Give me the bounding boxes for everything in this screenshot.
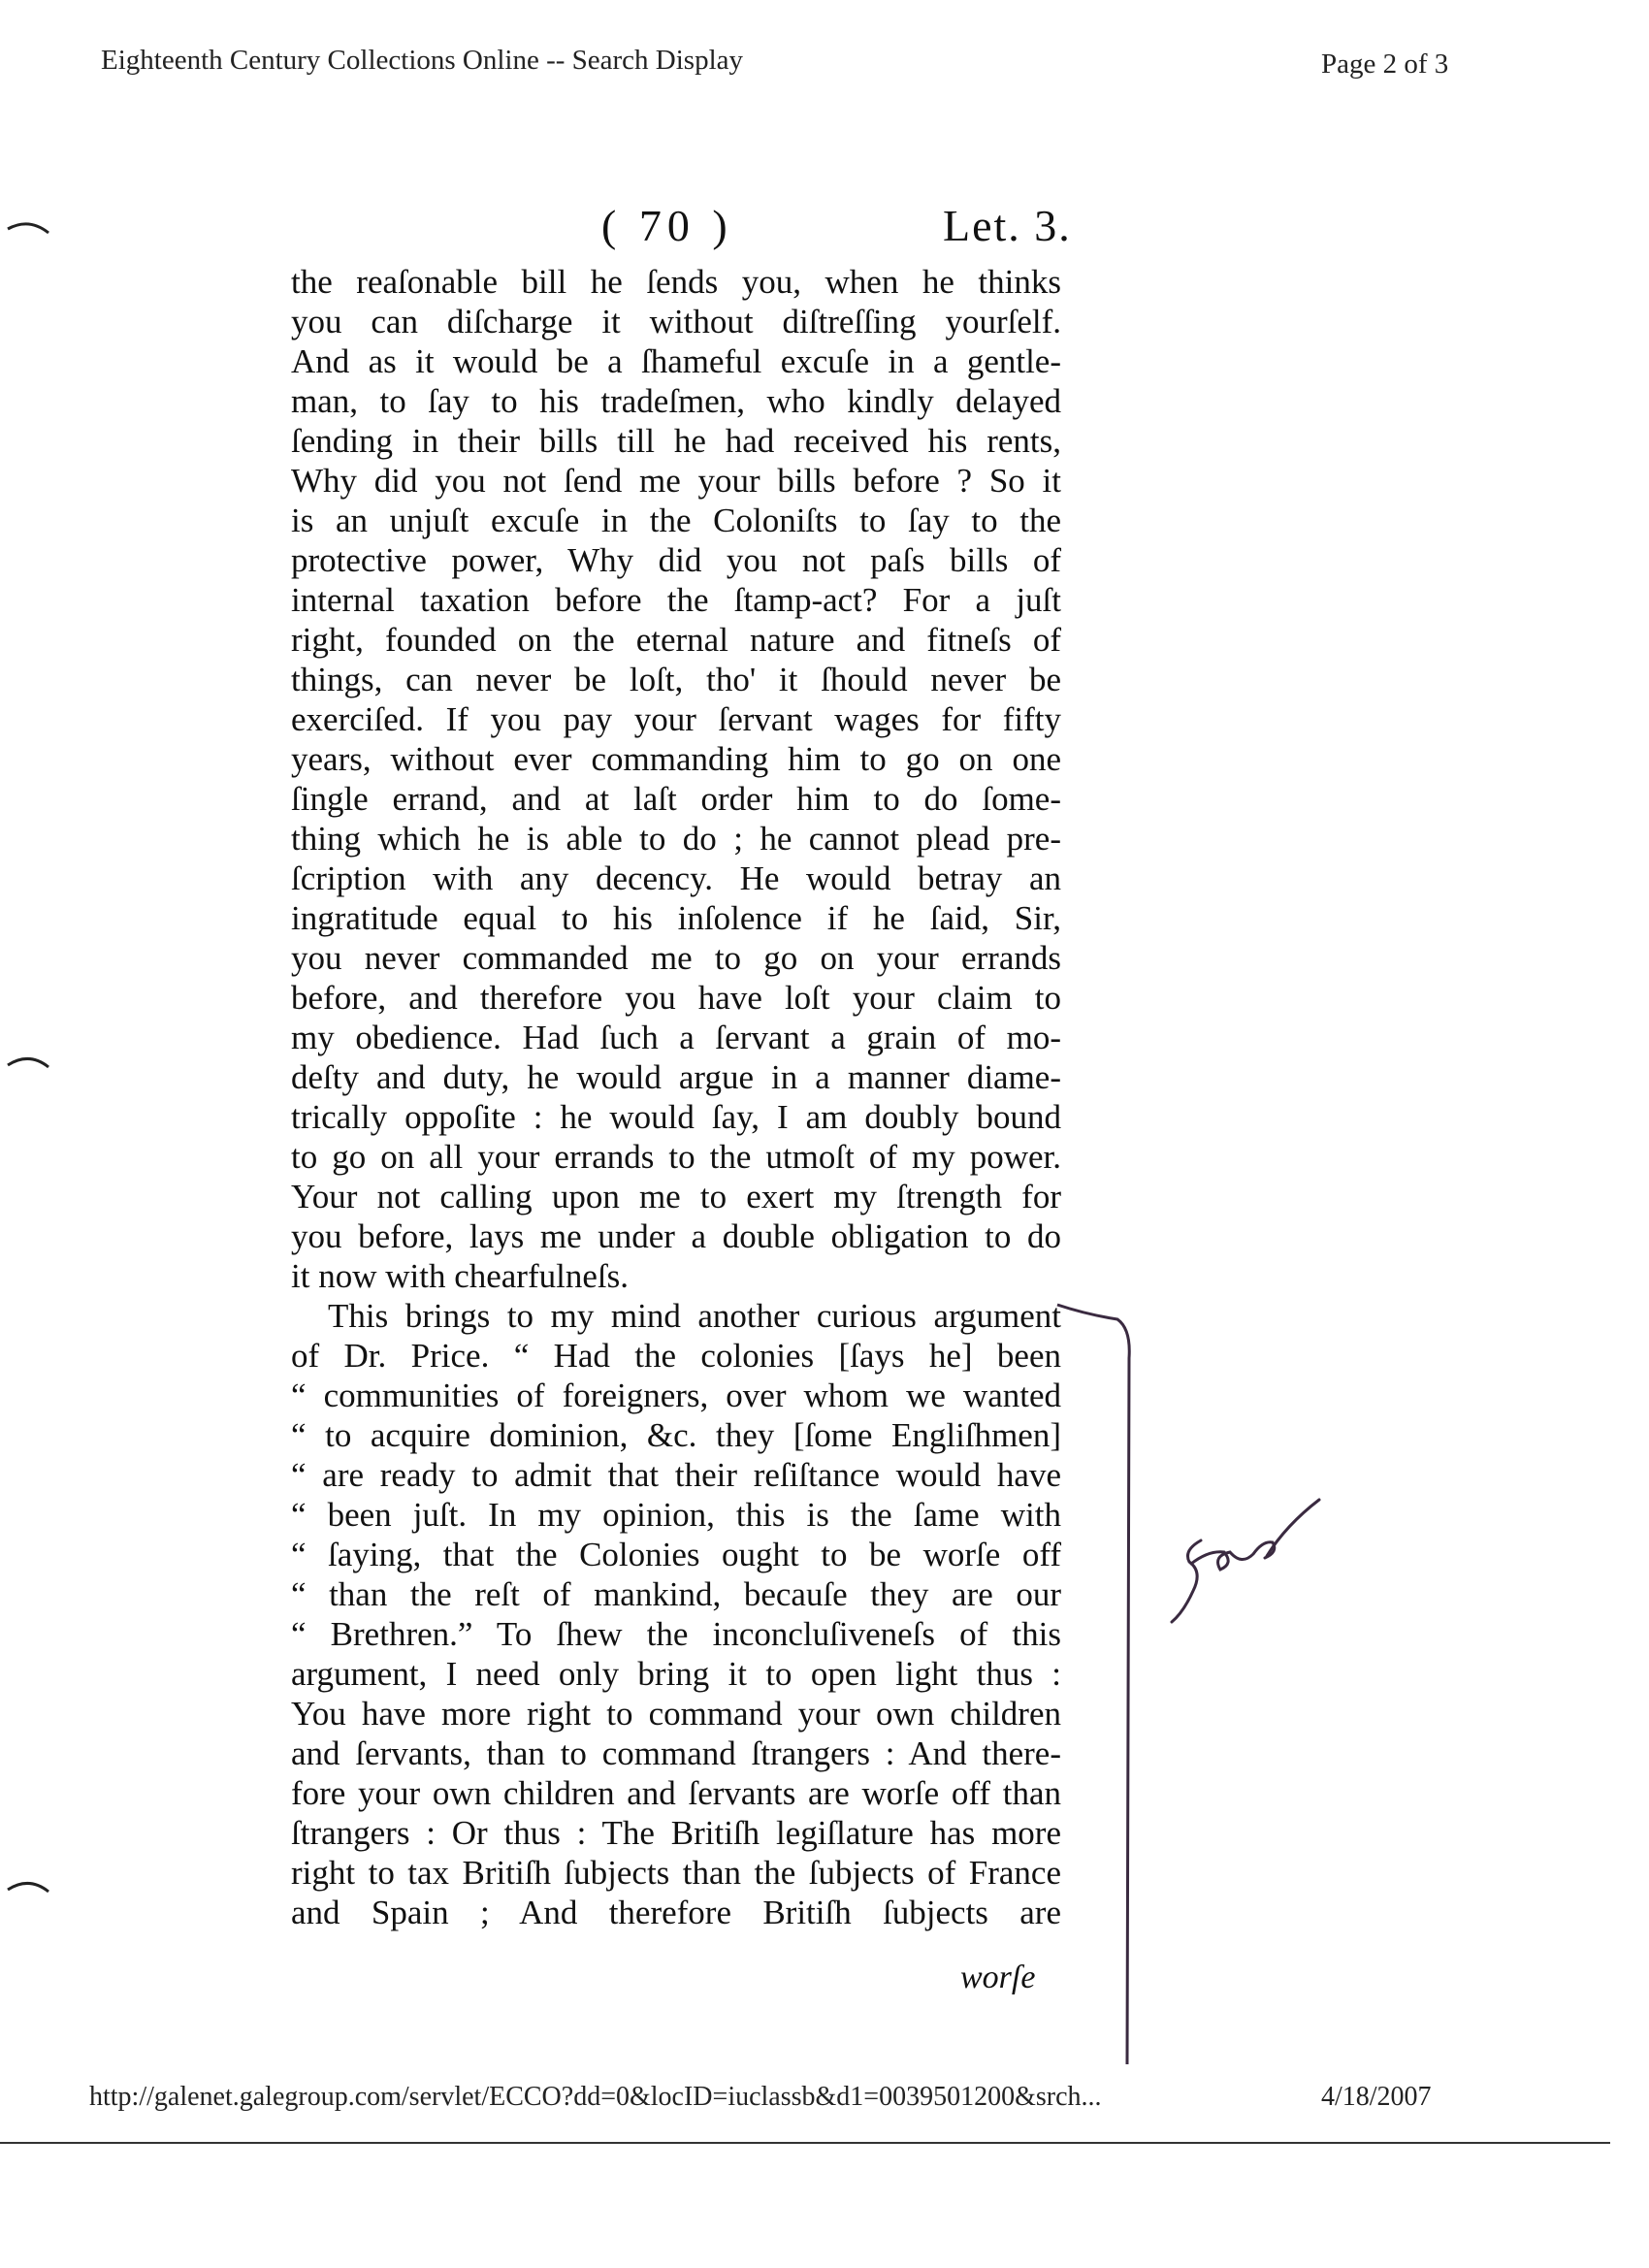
text-line: ſcription with any decency. He would betray an (291, 859, 1061, 897)
print-date: 4/18/2007 (1321, 2082, 1432, 2112)
body-text (291, 262, 1061, 1932)
running-head (582, 200, 1086, 254)
text-line: And as it would be a ſhameful excuſe in a gentle- (291, 342, 1061, 380)
text-line: ſending in their bills till he had received his rents, (291, 422, 1061, 460)
quote-line: “ to acquire dominion, &c. they [ſome Engliſhmen] (291, 1416, 1061, 1454)
text-line: man, to ſay to his tradeſmen, who kindly delayed (291, 382, 1061, 420)
quote-line: “ been juſt. In my opinion, this is the ſame with (291, 1496, 1061, 1534)
book-page-number: ( 70 ) (601, 201, 733, 250)
text-line: deſty and duty, he would argue in a manner diame- (291, 1058, 1061, 1096)
quote-line: “ Brethren.” To ſhew the inconcluſiveneſs of this (291, 1615, 1061, 1653)
text-line: before, and therefore you have loſt your claim to (291, 979, 1061, 1017)
margin-tick-icon (8, 1058, 48, 1067)
margin-tick-icon (8, 224, 48, 233)
letter-number: Let. 3. (943, 201, 1072, 250)
text-line: is an unjuſt excuſe in the Coloniſts to ſay to the (291, 502, 1061, 539)
text-line: and Spain ; And therefore Britiſh ſubjects are (291, 1894, 1061, 1931)
text-line: Why did you not ſend me your bills before ? So it (291, 462, 1061, 500)
text-line: right to tax Britiſh ſubjects than the ſubjects of France (291, 1854, 1061, 1892)
text-line: you can diſcharge it without diſtreſſing yourſelf. (291, 303, 1061, 340)
text-line: exerciſed. If you pay your ſervant wages for fifty (291, 700, 1061, 738)
text-line: right, founded on the eternal nature and fitneſs of (291, 621, 1061, 659)
catchword: worſe (960, 1960, 1036, 1995)
text-line: Your not calling upon me to exert my ſtrength for (291, 1178, 1061, 1215)
quote-line: “ are ready to admit that their reſiſtance would have (291, 1456, 1061, 1494)
text-line: fore your own children and ſervants are worſe off than (291, 1774, 1061, 1812)
margin-bracket (1057, 1305, 1129, 2064)
quote-line: “ than the reſt of mankind, becauſe they are our (291, 1575, 1061, 1613)
text-line: you before, lays me under a double obligation to do (291, 1217, 1061, 1255)
handwritten-good (1172, 1500, 1319, 1622)
text-line: trically oppoſite : he would ſay, I am doubly bound (291, 1098, 1061, 1136)
text-line: and ſervants, than to command ſtrangers : And there- (291, 1734, 1061, 1772)
text-line: ſtrangers : Or thus : The Britiſh legiſlature has more (291, 1814, 1061, 1852)
quote-line: “ ſaying, that the Colonies ought to be worſe off (291, 1536, 1061, 1573)
text-line: This brings to my mind another curious argument (328, 1297, 1061, 1335)
text-line: the reaſonable bill he ſends you, when he thinks (291, 263, 1061, 301)
text-line: ingratitude equal to his inſolence if he ſaid, Sir, (291, 899, 1061, 937)
text-line: ſingle errand, and at laſt order him to do ſome- (291, 780, 1061, 818)
header-title: Eighteenth Century Collections Online -- Search Display (101, 45, 744, 76)
text-line: it now with chearfulneſs. (291, 1257, 629, 1295)
text-line: thing which he is able to do ; he cannot plead pre- (291, 820, 1061, 858)
text-line: of Dr. Price. “ Had the colonies [ſays he] been (291, 1337, 1061, 1375)
text-line: years, without ever commanding him to go on one (291, 740, 1061, 778)
margin-tick-icon (8, 1883, 48, 1892)
text-line: you never commanded me to go on your errands (291, 939, 1061, 977)
source-url: http://galenet.galegroup.com/servlet/ECCO?dd=0&locID=iuclassb&d1=0039501200&srch... (89, 2082, 1102, 2112)
quote-line: “ communities of foreigners, over whom we wanted (291, 1377, 1061, 1414)
text-line: internal taxation before the ſtamp-act? For a juſt (291, 581, 1061, 619)
text-line: argument, I need only bring it to open light thus : (291, 1655, 1061, 1693)
text-line: to go on all your errands to the utmoſt of my power. (291, 1138, 1061, 1176)
text-line: You have more right to command your own children (291, 1695, 1061, 1733)
page-indicator: Page 2 of 3 (1321, 49, 1449, 80)
text-line: protective power, Why did you not paſs bills of (291, 541, 1061, 579)
footer-divider (0, 2142, 1610, 2144)
text-line: my obedience. Had ſuch a ſervant a grain of mo- (291, 1019, 1061, 1056)
text-line: things, can never be loſt, tho' it ſhould never be (291, 661, 1061, 698)
